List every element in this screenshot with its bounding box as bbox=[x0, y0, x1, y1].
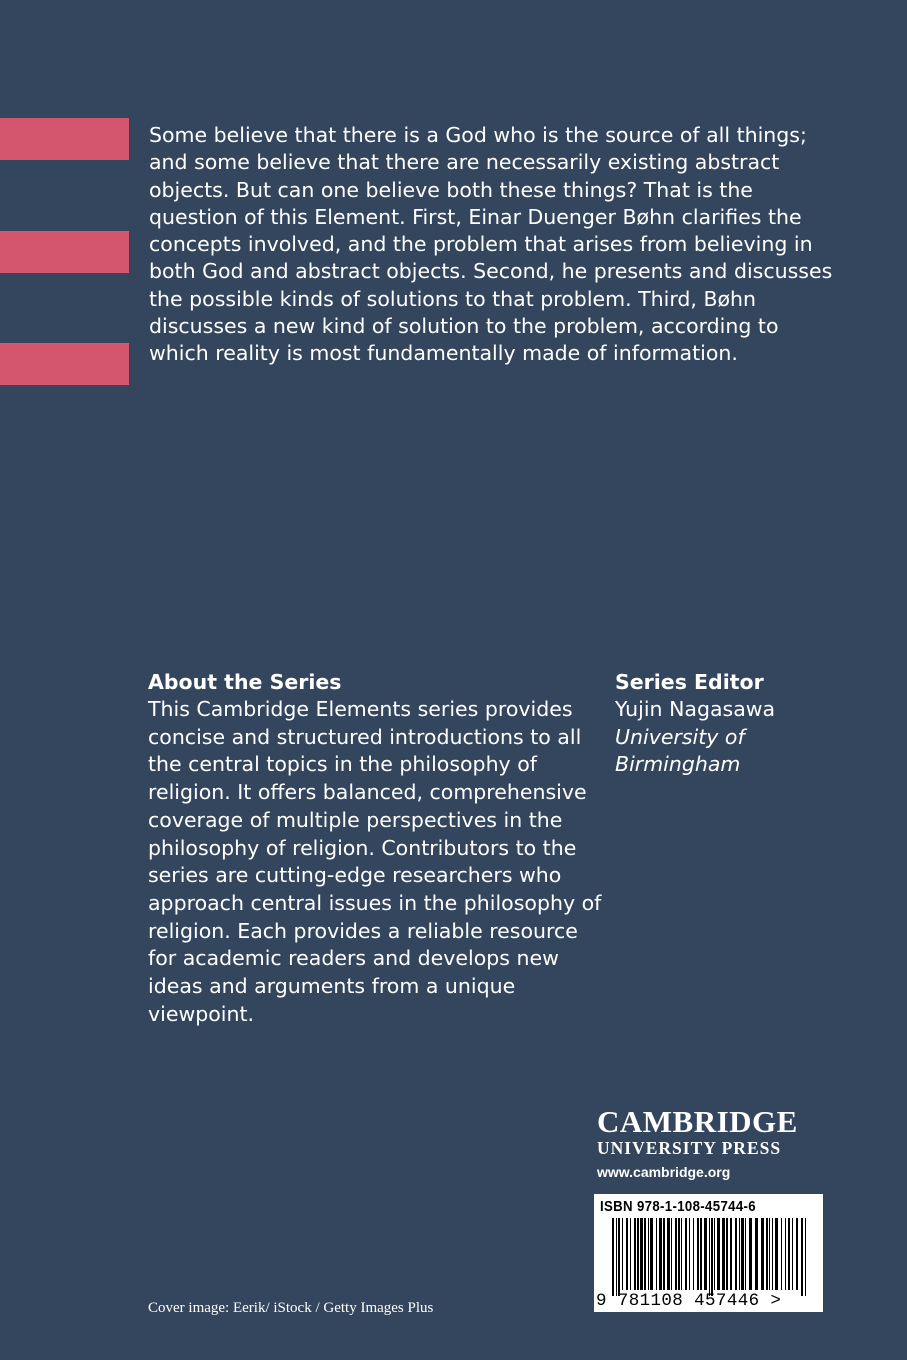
barcode-bar bbox=[685, 1218, 687, 1290]
barcode-bar bbox=[769, 1218, 770, 1290]
barcode-bar bbox=[730, 1218, 732, 1290]
barcode-bar bbox=[693, 1218, 694, 1290]
barcode-bar bbox=[711, 1218, 713, 1296]
barcode-bar bbox=[675, 1218, 677, 1290]
barcode-bar bbox=[717, 1218, 720, 1290]
isbn-barcode bbox=[594, 1194, 823, 1312]
barcode-bar bbox=[741, 1218, 744, 1290]
accent-bar-middle bbox=[0, 231, 129, 273]
barcode-bar bbox=[709, 1218, 710, 1296]
about-series-section bbox=[148, 668, 608, 1028]
barcode-bar bbox=[667, 1218, 670, 1290]
cover-image-credit: Cover image: Eerik/ iStock / Getty Images Plus bbox=[148, 1300, 434, 1316]
barcode-bar bbox=[622, 1218, 623, 1290]
barcode-bar bbox=[616, 1218, 617, 1296]
barcode-bar bbox=[656, 1218, 657, 1290]
about-series-heading: About the Series bbox=[148, 670, 342, 694]
series-editor-section bbox=[615, 668, 835, 779]
barcode-bar bbox=[678, 1218, 680, 1290]
publisher-name: CAMBRIDGE bbox=[597, 1104, 798, 1139]
barcode-bar bbox=[775, 1218, 778, 1290]
barcode-bar bbox=[648, 1218, 649, 1290]
about-series-body: This Cambridge Elements series provides concise and structured introductions to all the central topics in the philosophy of religion. It offers balanced, comprehensive coverage of multiple perspectives in the philosophy of religion. Contributors to the series are cutting-edge researchers who approach central issues in the philosophy of religion. Each provides a reliable resource for academic readers and develops new ideas and arguments from a unique viewpoint. bbox=[148, 697, 602, 1026]
barcode-bar bbox=[726, 1218, 728, 1290]
barcode-bar bbox=[612, 1218, 614, 1296]
barcode-bar bbox=[700, 1218, 702, 1290]
barcode-bar bbox=[681, 1218, 682, 1290]
series-editor-name: Yujin Nagasawa bbox=[615, 697, 776, 721]
barcode-bar bbox=[781, 1218, 782, 1290]
barcode-bar bbox=[689, 1218, 690, 1290]
barcode-bar bbox=[671, 1218, 672, 1290]
series-editor-heading: Series Editor bbox=[615, 670, 764, 694]
publisher-logo bbox=[597, 1106, 827, 1183]
barcode-bar bbox=[630, 1218, 631, 1290]
barcode-bar bbox=[745, 1218, 746, 1290]
barcode-bar bbox=[644, 1218, 646, 1290]
barcode-bar bbox=[663, 1218, 665, 1290]
barcode-bar bbox=[792, 1218, 793, 1290]
barcode-bar bbox=[697, 1218, 699, 1290]
ean-digits: 9 781108 457446 > bbox=[596, 1291, 782, 1311]
barcode-bar bbox=[637, 1218, 639, 1290]
barcode-bar bbox=[801, 1218, 803, 1296]
publisher-url[interactable]: www.cambridge.org bbox=[597, 1164, 731, 1180]
barcode-bar bbox=[704, 1218, 707, 1290]
barcode-bar bbox=[735, 1218, 737, 1290]
barcode-bar bbox=[749, 1218, 752, 1290]
barcode-bar bbox=[772, 1218, 773, 1290]
barcode-bar bbox=[739, 1218, 740, 1290]
series-editor-affiliation: University of Birmingham bbox=[615, 724, 745, 777]
barcode-bar bbox=[788, 1218, 790, 1290]
barcode-bar bbox=[761, 1218, 764, 1290]
barcode-bar bbox=[640, 1218, 643, 1290]
barcode-bar bbox=[626, 1218, 628, 1290]
isbn-label: ISBN 978-1-108-45744-6 bbox=[600, 1198, 756, 1215]
barcode-bar bbox=[805, 1218, 806, 1296]
barcode-bar bbox=[634, 1218, 636, 1290]
accent-bar-bottom bbox=[0, 343, 129, 385]
barcode-bar bbox=[722, 1218, 725, 1290]
barcode-bar bbox=[650, 1218, 653, 1290]
barcode-bar bbox=[755, 1218, 758, 1290]
barcode-bar bbox=[766, 1218, 768, 1290]
accent-bar-top bbox=[0, 118, 129, 160]
barcode-bar bbox=[714, 1218, 715, 1290]
barcode-bar bbox=[659, 1218, 662, 1290]
barcode-bar bbox=[618, 1218, 620, 1296]
publisher-subname: UNIVERSITY PRESS bbox=[597, 1138, 782, 1158]
barcode-bar bbox=[785, 1218, 786, 1290]
barcode-bar bbox=[796, 1218, 798, 1290]
book-blurb: Some believe that there is a God who is the source of all things; and some believe that there are necessarily existing abstract objects. But can one believe both these things? That is the question of this Element. First, Einar Duenger Bøhn clarifies the concepts involved, and the problem that arises from believing in both God and abstract objects. Second, he presents and discusses the possible kinds of solutions to that problem. Third, Bøhn discusses a new kind of solution to the problem, according to which reality is most fundamentally made of information. bbox=[149, 123, 833, 366]
